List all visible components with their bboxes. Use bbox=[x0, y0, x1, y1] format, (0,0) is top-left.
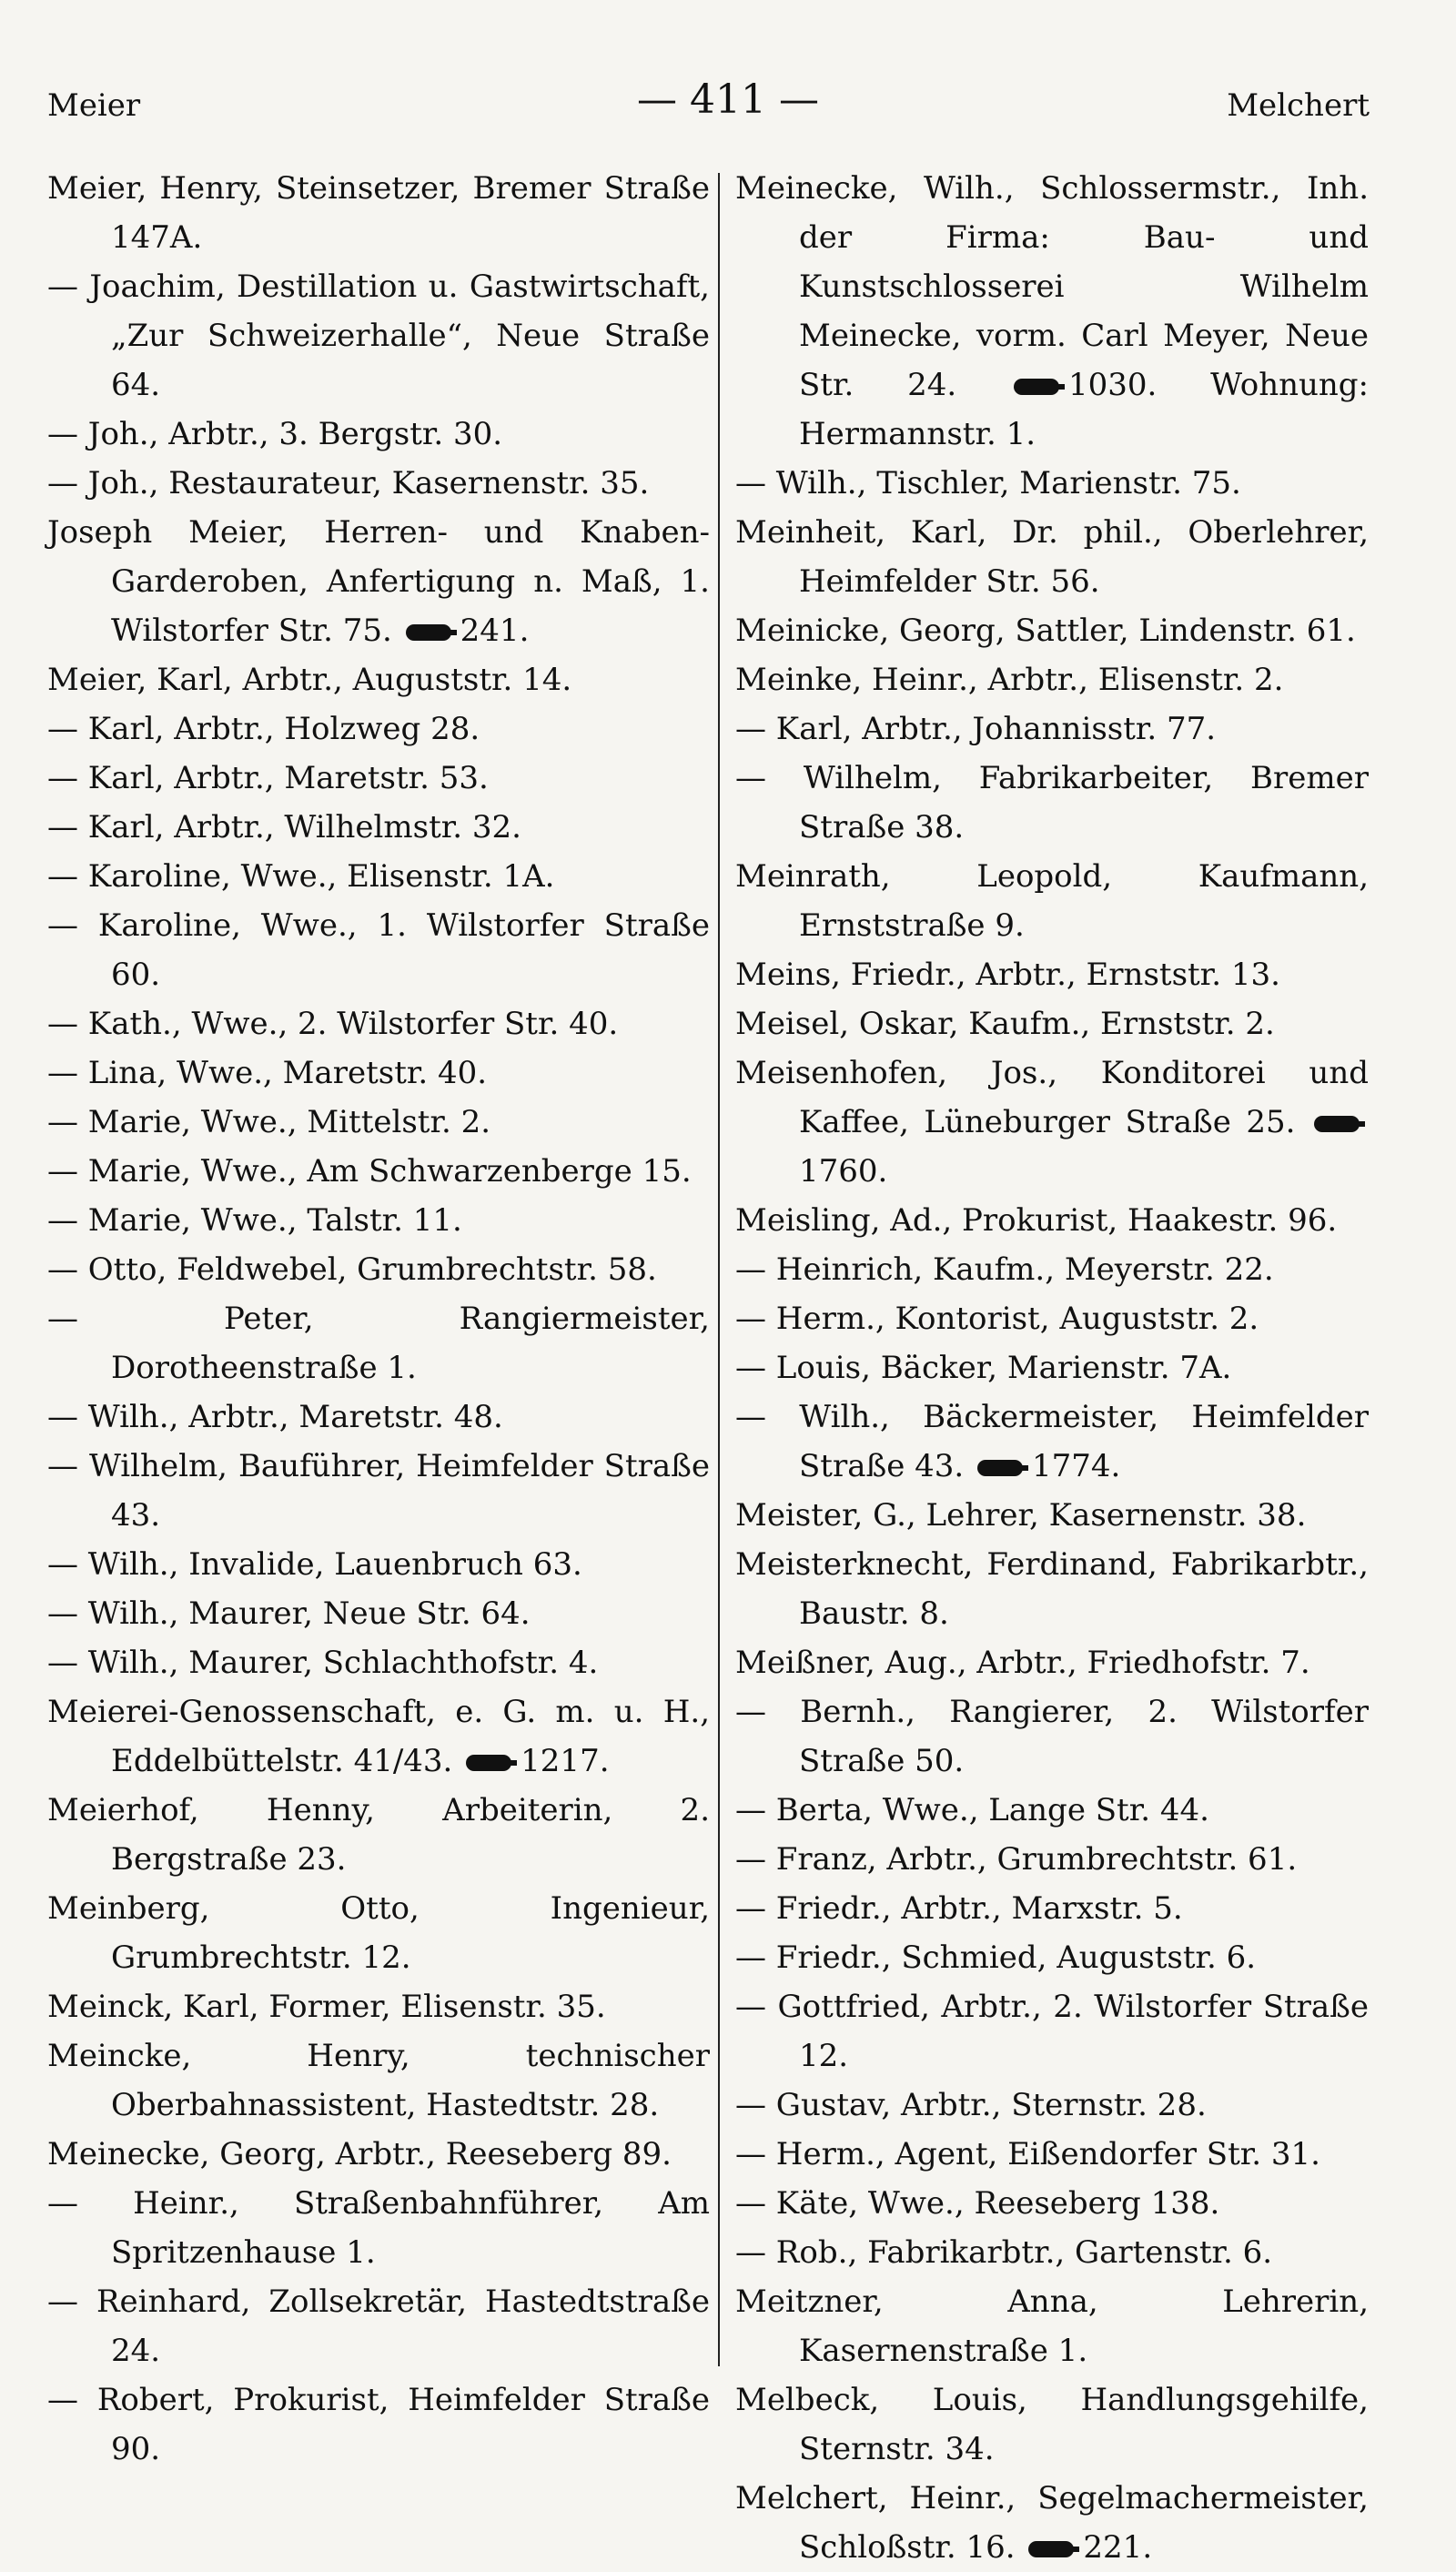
directory-entry: — Karl, Arbtr., Wilhelmstr. 32. bbox=[47, 809, 521, 846]
directory-entry: — Marie, Wwe., Talstr. 11. bbox=[47, 1202, 462, 1239]
directory-entry: Melbeck, Louis, Handlungsgehilfe, Sternstr. 34. bbox=[735, 2382, 1369, 2467]
directory-entry: Meisterknecht, Ferdinand, Fabrikarbtr., Baustr. 8. bbox=[735, 1546, 1369, 1632]
directory-entry: Meincke, Henry, technischer Oberbahnassistent, Hastedtstr. 28. bbox=[47, 2038, 710, 2123]
directory-entry: Meier, Henry, Steinsetzer, Bremer Straße 147A. bbox=[47, 170, 710, 256]
directory-entry: — Wilh., Arbtr., Maretstr. 48. bbox=[47, 1399, 503, 1435]
directory-entry: — Wilh., Maurer, Schlachthofstr. 4. bbox=[47, 1645, 599, 1681]
directory-entry: — Wilh., Tischler, Marienstr. 75. bbox=[735, 465, 1241, 501]
directory-entry: Meinecke, Wilh., Schlossermstr., Inh. der Firma: Bau- und Kunstschlosserei Wilhelm Meinecke, vorm. Carl Meyer, Neue Str. 24. 1030. Wohnung: Hermannstr. 1. bbox=[735, 170, 1370, 452]
directory-entry: Meierhof, Henny, Arbeiterin, 2. Bergstraße 23. bbox=[47, 1792, 710, 1878]
directory-entry: — Wilh., Bäckermeister, Heimfelder Straße 43. 1774. bbox=[735, 1399, 1369, 1484]
directory-entry: Melchert, Heinr., Segelmachermeister, Schloßstr. 16. 221. bbox=[735, 2480, 1369, 2566]
directory-entry: Meinicke, Georg, Sattler, Lindenstr. 61. bbox=[735, 613, 1356, 649]
telephone-icon bbox=[1014, 379, 1059, 395]
directory-entry: Meister, G., Lehrer, Kasernenstr. 38. bbox=[735, 1497, 1307, 1534]
telephone-icon bbox=[466, 1755, 511, 1771]
directory-entry: Meisenhofen, Jos., Konditorei und Kaffee, Lüneburger Straße 25. 1760. bbox=[735, 1055, 1369, 1190]
directory-entry: — Gustav, Arbtr., Sternstr. 28. bbox=[735, 2087, 1207, 2123]
right-column bbox=[735, 164, 1369, 2572]
page-number: — 411 — bbox=[637, 76, 819, 123]
directory-entry: — Lina, Wwe., Maretstr. 40. bbox=[47, 1055, 488, 1091]
directory-entry: — Robert, Prokurist, Heimfelder Straße 90. bbox=[47, 2382, 710, 2467]
directory-entry: — Karl, Arbtr., Holzweg 28. bbox=[47, 711, 480, 747]
directory-entry: — Karl, Arbtr., Maretstr. 53. bbox=[47, 760, 489, 796]
directory-entry: Meinck, Karl, Former, Elisenstr. 35. bbox=[47, 1989, 606, 2025]
directory-entry: Meitzner, Anna, Lehrerin, Kasernenstraße 1. bbox=[735, 2283, 1369, 2369]
telephone-icon bbox=[406, 624, 451, 641]
telephone-icon bbox=[1028, 2541, 1074, 2557]
directory-entry: — Joachim, Destillation u. Gastwirtschaft, „Zur Schweizerhalle“, Neue Straße 64. bbox=[47, 268, 710, 403]
telephone-icon bbox=[977, 1460, 1023, 1476]
directory-entry: — Wilhelm, Bauführer, Heimfelder Straße 43. bbox=[47, 1448, 710, 1534]
directory-entry: Meinecke, Georg, Arbtr., Reeseberg 89. bbox=[47, 2136, 672, 2172]
directory-entry: — Bernh., Rangierer, 2. Wilstorfer Straße 50. bbox=[735, 1694, 1369, 1779]
directory-entry: — Heinr., Straßenbahnführer, Am Spritzenhause 1. bbox=[47, 2185, 710, 2271]
directory-entry: — Kath., Wwe., 2. Wilstorfer Str. 40. bbox=[47, 1006, 619, 1042]
directory-entry: — Peter, Rangiermeister, Dorotheenstraße 1. bbox=[47, 1301, 710, 1386]
directory-entry: — Berta, Wwe., Lange Str. 44. bbox=[735, 1792, 1209, 1828]
directory-entry: — Friedr., Schmied, Auguststr. 6. bbox=[735, 1939, 1257, 1976]
directory-entry: — Franz, Arbtr., Grumbrechtstr. 61. bbox=[735, 1841, 1298, 1878]
left-column bbox=[47, 164, 710, 2474]
directory-entry: — Wilh., Maurer, Neue Str. 64. bbox=[47, 1595, 531, 1632]
directory-entry: Meinheit, Karl, Dr. phil., Oberlehrer, Heimfelder Str. 56. bbox=[735, 514, 1369, 600]
directory-entry: — Wilhelm, Fabrikarbeiter, Bremer Straße 38. bbox=[735, 760, 1369, 846]
column-divider bbox=[718, 173, 720, 2366]
directory-entry: — Joh., Arbtr., 3. Bergstr. 30. bbox=[47, 416, 503, 452]
directory-entry: Meinke, Heinr., Arbtr., Elisenstr. 2. bbox=[735, 662, 1284, 698]
directory-entry: Joseph Meier, Herren- und Knaben-Garderoben, Anfertigung n. Maß, 1. Wilstorfer Str. 75. 241. bbox=[47, 514, 710, 649]
directory-entry: — Louis, Bäcker, Marienstr. 7A. bbox=[735, 1350, 1232, 1386]
directory-entry: Meier, Karl, Arbtr., Auguststr. 14. bbox=[47, 662, 572, 698]
telephone-icon bbox=[1314, 1116, 1360, 1132]
directory-entry: — Marie, Wwe., Mittelstr. 2. bbox=[47, 1104, 491, 1140]
directory-entry: Meierei-Genossenschaft, e. G. m. u. H., Eddelbüttelstr. 41/43. 1217. bbox=[47, 1694, 710, 1779]
directory-entry: — Gottfried, Arbtr., 2. Wilstorfer Straße 12. bbox=[735, 1989, 1369, 2074]
directory-entry: — Wilh., Invalide, Lauenbruch 63. bbox=[47, 1546, 582, 1583]
directory-entry: — Marie, Wwe., Am Schwarzenberge 15. bbox=[47, 1153, 692, 1190]
directory-entry: Meinberg, Otto, Ingenieur, Grumbrechtstr. 12. bbox=[47, 1890, 710, 1976]
directory-entry: — Rob., Fabrikarbtr., Gartenstr. 6. bbox=[735, 2234, 1273, 2271]
directory-entry: Meinrath, Leopold, Kaufmann, Ernststraße 9. bbox=[735, 858, 1369, 944]
directory-entry: — Heinrich, Kaufm., Meyerstr. 22. bbox=[735, 1251, 1274, 1288]
directory-entry: Meins, Friedr., Arbtr., Ernststr. 13. bbox=[735, 957, 1280, 993]
page-header bbox=[0, 71, 1456, 135]
directory-entry: — Joh., Restaurateur, Kasernenstr. 35. bbox=[47, 465, 650, 501]
directory-entry: — Karoline, Wwe., Elisenstr. 1A. bbox=[47, 858, 555, 895]
directory-entry: — Käte, Wwe., Reeseberg 138. bbox=[735, 2185, 1220, 2222]
directory-entry: Meisling, Ad., Prokurist, Haakestr. 96. bbox=[735, 1202, 1338, 1239]
directory-entry: — Herm., Agent, Eißendorfer Str. 31. bbox=[735, 2136, 1320, 2172]
directory-entry: — Herm., Kontorist, Auguststr. 2. bbox=[735, 1301, 1259, 1337]
header-right-keyword: Melchert bbox=[1227, 87, 1370, 124]
directory-entry: — Karoline, Wwe., 1. Wilstorfer Straße 60. bbox=[47, 907, 710, 993]
directory-entry: — Friedr., Arbtr., Marxstr. 5. bbox=[735, 1890, 1183, 1927]
directory-entry: Meisel, Oskar, Kaufm., Ernststr. 2. bbox=[735, 1006, 1275, 1042]
header-left-keyword: Meier bbox=[47, 87, 141, 124]
directory-entry: Meißner, Aug., Arbtr., Friedhofstr. 7. bbox=[735, 1645, 1310, 1681]
directory-entry: — Otto, Feldwebel, Grumbrechtstr. 58. bbox=[47, 1251, 657, 1288]
directory-entry: — Karl, Arbtr., Johannisstr. 77. bbox=[735, 711, 1217, 747]
directory-entry: — Reinhard, Zollsekretär, Hastedtstraße 24. bbox=[47, 2283, 710, 2369]
